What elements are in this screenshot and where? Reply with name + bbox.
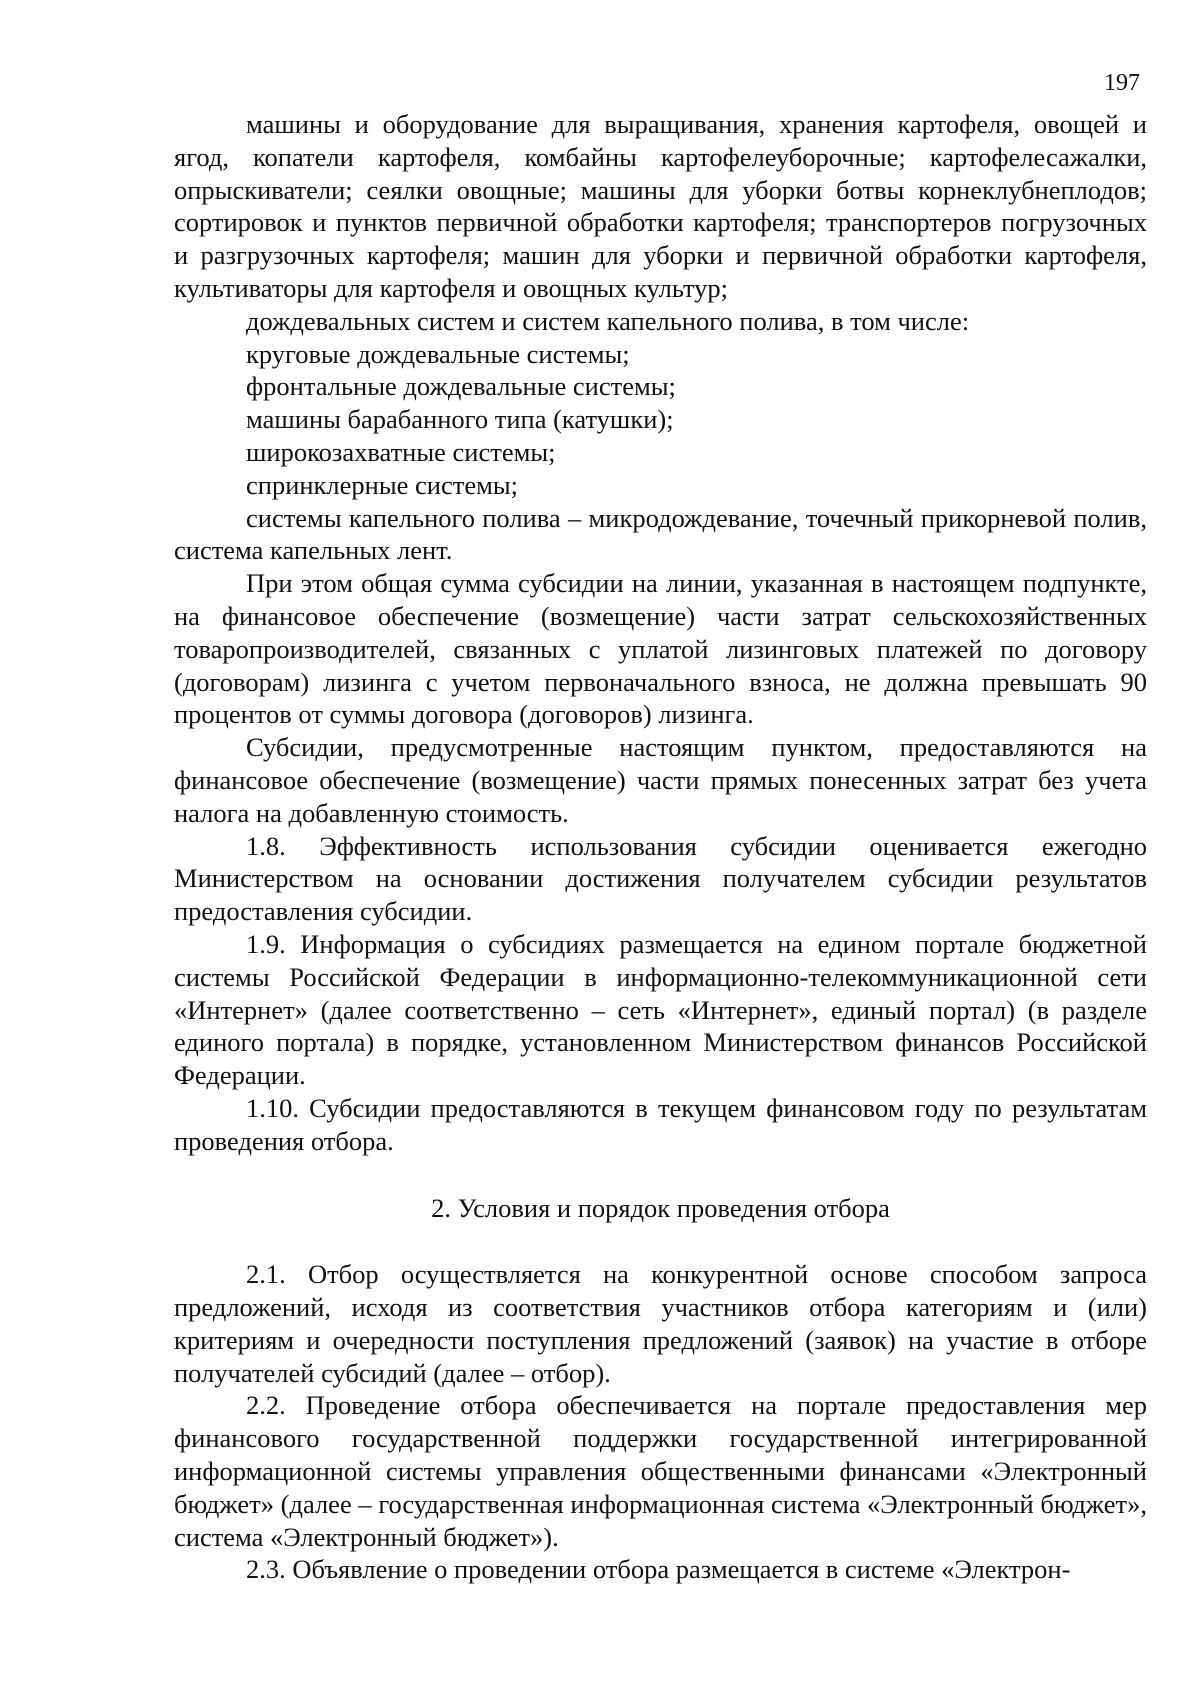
paragraph: 1.9. Информация о субсидиях размещается на едином портале бюджетной системы Российской Федерации в информационно-телекоммуникационной сети «Интернет» (далее соответственно – сеть «Интернет», единый портал) (в разделе единого портала) в порядке, установленном Министерством финансов Российской Федерации. bbox=[174, 928, 1147, 1091]
paragraph: системы капельного полива – микродождевание, точечный прикорневой полив, система капельных лент. bbox=[174, 502, 1147, 566]
list-item: широкозахватные системы; bbox=[246, 436, 556, 467]
paragraph: машины и оборудование для выращивания, хранения картофеля, овощей и ягод, копатели картофеля, комбайны картофелеуборочные; картофелесажалки, опрыскиватели; сеялки овощные; машины для уборки ботвы корнеклубнеплодов; сортировок и пунктов первичной обработки картофеля; транспортеров погрузочных и разгрузочных картофеля; машин для уборки и первичной обработки картофеля, культиваторы для картофеля и овощных культур; bbox=[174, 109, 1147, 303]
paragraph: 2.1. Отбор осуществляется на конкурентной основе способом запроса предложений, исходя из соответствия участников отбора категориям и (или) критериям и очередности поступления предложений (заявок) на участие в отборе получателей субсидий (далее – отбор). bbox=[174, 1259, 1147, 1388]
section-heading: 2. Условия и порядок проведения отбора bbox=[431, 1192, 890, 1223]
paragraph: При этом общая сумма субсидии на линии, указанная в настоящем подпункте, на финансовое обеспечение (возмещение) части затрат сельскохозяйственных товаропроизводителей, связанных с уплатой лизинговых платежей по договору (договорам) лизинга с учетом первоначального взноса, не должна превышать 90 процентов от суммы договора (договоров) лизинга. bbox=[174, 568, 1147, 730]
document-body bbox=[174, 108, 1147, 1586]
list-item: спринклерные системы; bbox=[246, 469, 519, 500]
paragraph: 1.8. Эффективность использования субсидии оценивается ежегодно Министерством на основании достижения получателем субсидии результатов предоставления субсидии. bbox=[174, 830, 1147, 927]
list-item: фронтальные дождевальные системы; bbox=[246, 371, 676, 402]
list-item: машины барабанного типа (катушки); bbox=[246, 404, 674, 435]
paragraph: 1.10. Субсидии предоставляются в текущем финансовом году по результатам проведения отбора. bbox=[174, 1092, 1147, 1156]
paragraph: Субсидии, предусмотренные настоящим пунктом, предоставляются на финансовое обеспечение (возмещение) части прямых понесенных затрат без учета налога на добавленную стоимость. bbox=[174, 732, 1147, 828]
paragraph: 2.3. Объявление о проведении отбора размещается в системе «Электрон- bbox=[246, 1554, 1071, 1585]
page-number: 197 bbox=[1104, 70, 1140, 96]
list-item: дождевальных систем и систем капельного полива, в том числе: bbox=[246, 305, 970, 336]
paragraph: 2.2. Проведение отбора обеспечивается на портале предоставления мер финансового государственной поддержки государственной интегрированной информационной системы управления общественными финансами «Электронный бюджет» (далее – государственная информационная система «Электронный бюджет», система «Электронный бюджет»). bbox=[174, 1390, 1147, 1552]
list-item: круговые дождевальные системы; bbox=[246, 338, 630, 369]
